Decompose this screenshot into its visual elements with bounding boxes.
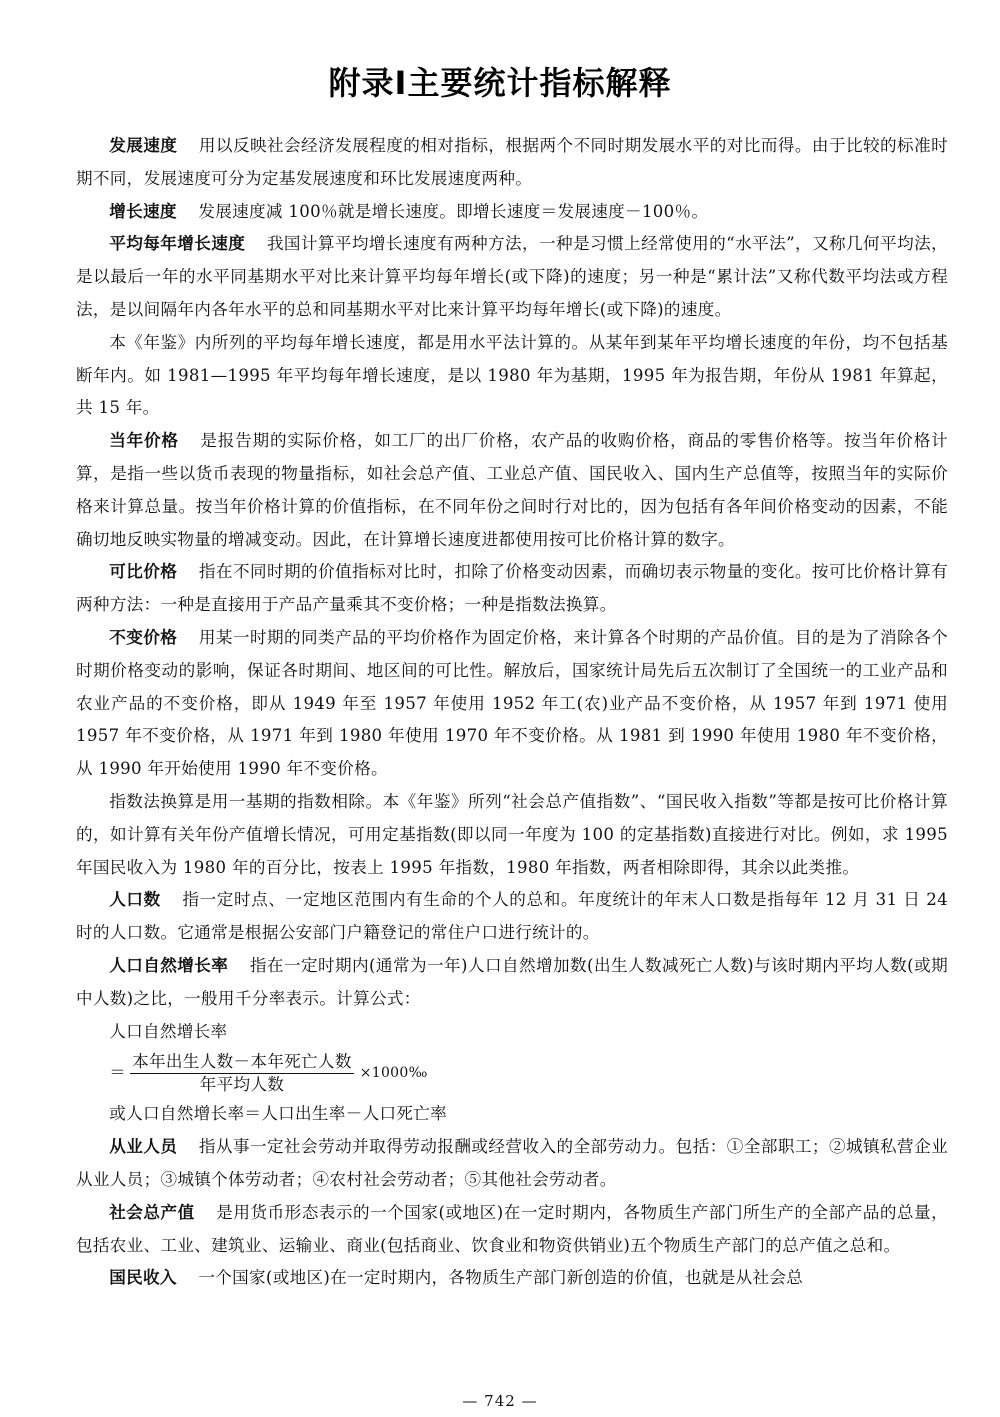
paragraph (76, 1262, 948, 1295)
paragraph-text: 我国计算平均增长速度有两种方法，一种是习惯上经常使用的“水平法”，又称几何平均法，是以最后一年的水平同基期水平对比来计算平均每年增长(或下降)的速度；另一种是“累计法”又称代数平均法或方程法，是以间隔年内各年水平的总和同基期水平对比来计算平均每年增长(或下降)的速度。 (76, 234, 948, 319)
formula-alternative: 或人口自然增长率＝人口出生率－人口死亡率 (109, 1104, 448, 1124)
paragraph (76, 1197, 948, 1263)
paragraph-text: 是用货币形态表示的一个国家(或地区)在一定时期内，各物质生产部门所生产的全部产品的总量，包括农业、工业、建筑业、运输业、商业(包括商业、饮食业和物资供销业)五个物质生产部门的总产值之总和。 (76, 1202, 948, 1255)
term-heading: 从业人员 (109, 1137, 178, 1157)
paragraph (76, 556, 948, 622)
paragraph (76, 130, 948, 196)
paragraph (76, 196, 948, 229)
page-number: — 742 — (462, 1392, 538, 1410)
term-heading: 平均每年增长速度 (109, 234, 246, 254)
paragraph-text: 一个国家(或地区)在一定时期内，各物质生产部门新创造的价值，也就是从社会总 (198, 1268, 804, 1288)
formula-equals: ＝ (109, 1062, 127, 1082)
paragraph (76, 884, 948, 950)
page-title: 附录Ⅰ主要统计指标解释 (328, 64, 672, 102)
term-heading: 发展速度 (109, 136, 178, 155)
paragraph (76, 1131, 948, 1197)
term-heading: 当年价格 (109, 431, 179, 451)
body-text (76, 130, 948, 1295)
paragraph-text: 指从事一定社会劳动并取得劳动报酬或经营收入的全部劳动力。包括：①全部职工；②城镇私营企业从业人员；③城镇个体劳动者；④农村社会劳动者；⑤其他社会劳动者。 (76, 1137, 949, 1189)
term-heading: 人口数 (109, 890, 161, 910)
paragraph-text: 用某一时期的同类产品的平均价格作为固定价格，来计算各个时期的产品价值。目的是为了消除各个时期价格变动的影响，保证各时期间、地区间的可比性。解放后，国家统计局先后五次制订了全国统一的工业产品和农业产品的不变价格，即从 1949 年至 1957 年使用 1952 年工(农)业产品不变价格，从 1957 年到 1971 使用 1957 年不变价格，从 1971 年到 1980 年使用 1970 年不变价格。从 1981 到 1990 年使用 1980 年不变价格，从 1990 年开始使用 1990 年不变价格。 (76, 627, 949, 779)
formula-fraction-row (109, 1048, 948, 1098)
paragraph-text: 本《年鉴》内所列的平均每年增长速度，都是用水平法计算的。从某年到某年平均增长速度的年份，均不包括基断年内。如 1981—1995 年平均每年增长速度，是以 1980 年为基期，1995 年为报告期，年份从 1981 年算起，共 15 年。 (76, 332, 949, 418)
paragraph (76, 786, 948, 884)
term-heading: 社会总产值 (109, 1202, 195, 1222)
term-heading: 国民收入 (109, 1268, 177, 1288)
term-heading: 人口自然增长率 (109, 955, 229, 975)
paragraph-text: 指在一定时期内(通常为一年)人口自然增加数(出生人数减死亡人数)与该时期内平均人数(或期中人数)之比，一般用千分率表示。计算公式： (76, 955, 948, 1008)
paragraph-text: 指一定时点、一定地区范围内有生命的个人的总和。年度统计的年末人口数是指每年 12 月 31 日 24 时的人口数。它通常是根据公安部门户籍登记的常住户口进行统计的。 (76, 890, 948, 943)
formula-block (76, 1016, 948, 1132)
paragraph-text: 指在不同时期的价值指标对比时，扣除了价格变动因素，而确切表示物量的变化。按可比价格计算有两种方法：一种是直接用于产品产量乘其不变价格；一种是指数法换算。 (76, 562, 949, 615)
formula-multiplier: ×1000‰ (359, 1064, 428, 1081)
paragraph (76, 327, 948, 425)
term-heading: 不变价格 (109, 627, 178, 647)
paragraph (76, 622, 948, 786)
term-heading: 增长速度 (109, 201, 177, 221)
paragraph-text: 是报告期的实际价格，如工厂的出厂价格，农产品的收购价格，商品的零售价格等。按当年价格计算，是指一些以货币表现的物量指标，如社会总产值、工业总产值、国民收入、国内生产总值等，按照当年的实际价格来计算总量。按当年价格计算的价值指标，在不同年份之间时行对比的，因为包括有各年间价格变动的因素，不能确切地反映实物量的增减变动。因此，在计算增长速度进都使用按可比价格计算的数字。 (76, 431, 948, 549)
paragraph (76, 425, 948, 556)
paragraph (76, 228, 948, 326)
paragraph (76, 950, 948, 1016)
formula-fraction (130, 1052, 354, 1095)
paragraph-text: 用以反映社会经济发展程度的相对指标，根据两个不同时期发展水平的对比而得。由于比较的标准时期不同，发展速度可分为定基发展速度和环比发展速度两种。 (76, 136, 949, 188)
paragraph-text: 指数法换算是用一基期的指数相除。本《年鉴》所列“社会总产值指数”、“国民收入指数”等都是按可比价格计算的，如计算有关年份产值增长情况，可用定基指数(即以同一年度为 100 的定基指数)直接进行对比。例如，求 1995 年国民收入为 1980 年的百分比，按表上 1995 年指数，1980 年指数，两者相除即得，其余以此类推。 (76, 791, 948, 877)
formula-denominator: 年平均人数 (199, 1074, 285, 1094)
formula-label: 人口自然增长率 (109, 1021, 228, 1041)
formula-numerator: 本年出生人数－本年死亡人数 (130, 1052, 354, 1074)
term-heading: 可比价格 (109, 562, 178, 582)
paragraph-text: 发展速度减 100％就是增长速度。即增长速度＝发展速度－100％。 (198, 201, 709, 221)
